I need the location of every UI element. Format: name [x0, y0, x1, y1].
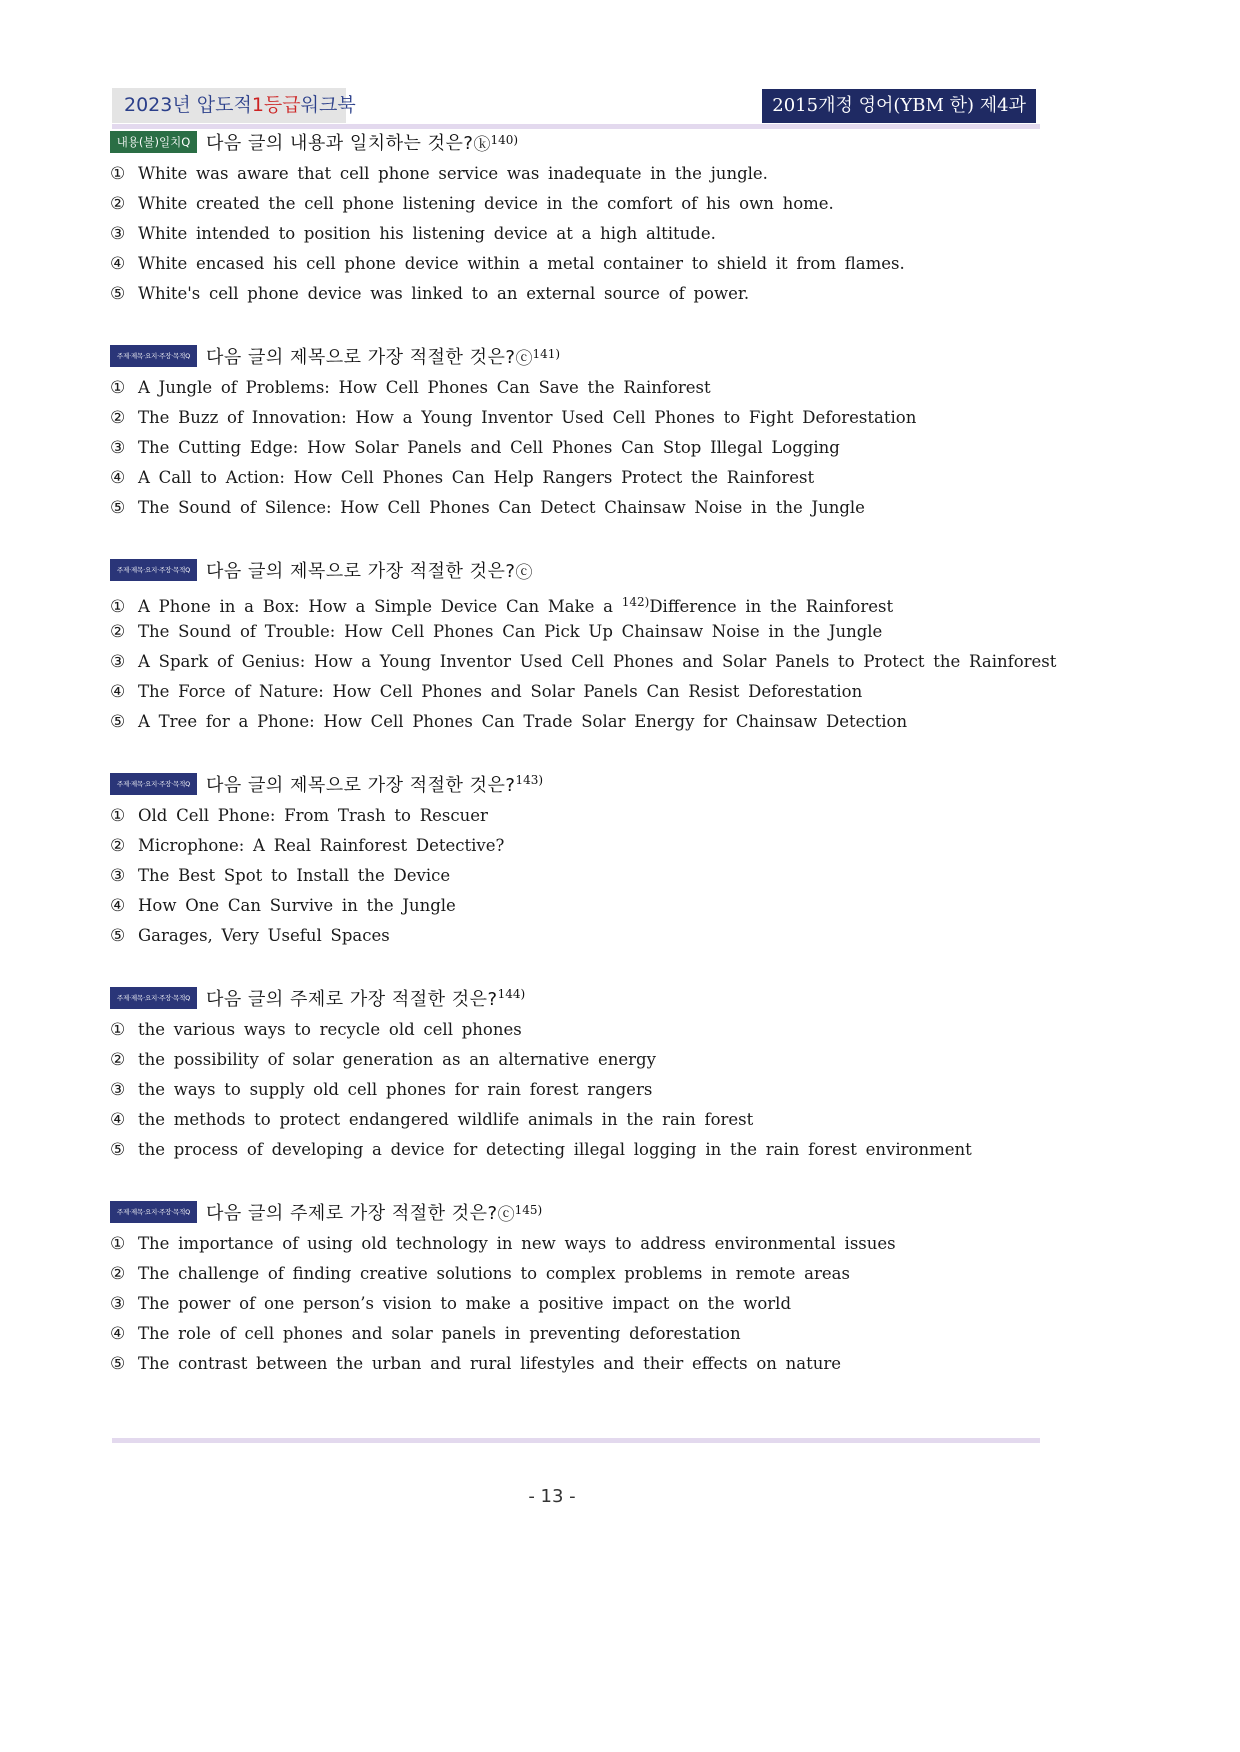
answer-option	[110, 677, 1060, 707]
question-prompt: 다음 글의 제목으로 가장 적절한 것은?	[206, 775, 516, 796]
option-number: ①	[110, 1234, 126, 1254]
question-prompt: 다음 글의 내용과 일치하는 것은?	[206, 133, 474, 154]
answer-option	[110, 707, 1060, 737]
option-text: The challenge of finding creative solutions to complex problems in remote areas	[138, 1264, 850, 1283]
question-mark	[515, 558, 532, 583]
answer-option	[110, 587, 1060, 617]
option-number: ③	[110, 652, 126, 672]
option-text: the methods to protect endangered wildlife animals in the rain forest	[138, 1110, 754, 1129]
question-mark	[515, 344, 560, 369]
answer-option	[110, 861, 1060, 891]
question-block	[110, 554, 1060, 737]
option-text: White encased his cell phone device within a metal container to shield it from flames.	[138, 254, 905, 273]
answer-option	[110, 373, 1060, 403]
answer-option	[110, 801, 1060, 831]
question-type-mark: ⓒ	[515, 348, 533, 369]
option-text: White created the cell phone listening device in the comfort of his own home.	[138, 194, 834, 213]
option-number: ②	[110, 1050, 126, 1070]
option-text: the various ways to recycle old cell phones	[138, 1020, 522, 1039]
question-prompt: 다음 글의 주제로 가장 적절한 것은?	[206, 989, 498, 1010]
option-text: White intended to position his listening device at a high altitude.	[138, 224, 716, 243]
question-block	[110, 1196, 1060, 1379]
option-text: The Sound of Trouble: How Cell Phones Can Pick Up Chainsaw Noise in the Jungle	[138, 622, 883, 641]
question-prompt: 다음 글의 제목으로 가장 적절한 것은?	[206, 561, 516, 582]
option-text: Microphone: A Real Rainforest Detective?	[138, 836, 505, 855]
option-number: ①	[110, 597, 126, 617]
option-number: ③	[110, 1294, 126, 1314]
option-number: ①	[110, 164, 126, 184]
option-text: The Force of Nature: How Cell Phones and Solar Panels Can Resist Deforestation	[138, 682, 863, 701]
option-number: ①	[110, 378, 126, 398]
question-type-badge: 내용(불)일치Q	[110, 131, 197, 153]
answer-option	[110, 921, 1060, 951]
answer-option	[110, 1015, 1060, 1045]
option-text: the possibility of solar generation as an alternative energy	[138, 1050, 656, 1069]
answer-option	[110, 1135, 1060, 1165]
workbook-title-accent: 1등급	[251, 94, 301, 116]
answer-option	[110, 463, 1060, 493]
option-text: Garages, Very Useful Spaces	[138, 926, 390, 945]
question-type-mark: ⓒ	[515, 562, 533, 583]
question-type-badge: 주제·제목·요지·주장·목적Q	[110, 345, 197, 367]
option-text-continued: Difference in the Rainforest	[649, 597, 894, 616]
option-text: The importance of using old technology in new ways to address environmental issues	[138, 1234, 896, 1253]
option-number: ③	[110, 224, 126, 244]
answer-options	[110, 373, 1060, 523]
answer-option	[110, 159, 1060, 189]
question-block	[110, 768, 1060, 951]
option-text: The Best Spot to Install the Device	[138, 866, 451, 885]
option-number: ①	[110, 1020, 126, 1040]
option-number: ④	[110, 682, 126, 702]
answer-option	[110, 493, 1060, 523]
question-type-mark: ⓚ	[473, 134, 491, 155]
question-header	[110, 126, 1060, 158]
option-text: The contrast between the urban and rural lifestyles and their effects on nature	[138, 1354, 842, 1373]
answer-option	[110, 403, 1060, 433]
question-type-badge: 주제·제목·요지·주장·목적Q	[110, 559, 197, 581]
footnote-number: 145)	[514, 1202, 543, 1217]
footnote-number: 143)	[515, 773, 544, 787]
option-text: The Sound of Silence: How Cell Phones Can Detect Chainsaw Noise in the Jungle	[138, 498, 865, 517]
footer-divider	[112, 1438, 1040, 1443]
option-number: ③	[110, 866, 126, 886]
question-header	[110, 982, 1060, 1014]
question-block	[110, 982, 1060, 1165]
option-text: The role of cell phones and solar panels in preventing deforestation	[138, 1324, 741, 1343]
option-text: White's cell phone device was linked to an external source of power.	[138, 284, 750, 303]
option-text: A Tree for a Phone: How Cell Phones Can Trade Solar Energy for Chainsaw Detection	[138, 712, 908, 731]
answer-options	[110, 159, 1060, 309]
option-text: The power of one person’s vision to make a positive impact on the world	[138, 1294, 792, 1313]
question-block	[110, 340, 1060, 523]
option-text: How One Can Survive in the Jungle	[138, 896, 456, 915]
answer-option	[110, 617, 1060, 647]
answer-options	[110, 1229, 1060, 1379]
course-label: 2015개정 영어(YBM 한) 제4과	[762, 89, 1036, 123]
option-text: White was aware that cell phone service was inadequate in the jungle.	[138, 164, 768, 183]
option-text: The Cutting Edge: How Solar Panels and Cell Phones Can Stop Illegal Logging	[138, 438, 840, 457]
option-number: ④	[110, 896, 126, 916]
question-type-badge: 주제·제목·요지·주장·목적Q	[110, 987, 197, 1009]
answer-options	[110, 801, 1060, 951]
answer-option	[110, 219, 1060, 249]
answer-option	[110, 1259, 1060, 1289]
answer-option	[110, 1075, 1060, 1105]
footnote-number: 142)	[621, 595, 650, 609]
option-text: A Jungle of Problems: How Cell Phones Can Save the Rainforest	[138, 378, 711, 397]
option-text: A Phone in a Box: How a Simple Device Can Make a	[138, 597, 622, 616]
option-text: A Call to Action: How Cell Phones Can Help Rangers Protect the Rainforest	[138, 468, 815, 487]
option-number: ②	[110, 836, 126, 856]
question-mark	[498, 1200, 543, 1225]
option-number: ⑤	[110, 498, 126, 518]
question-prompt: 다음 글의 제목으로 가장 적절한 것은?	[206, 347, 516, 368]
question-type-mark: ⓒ	[497, 1204, 515, 1225]
question-header	[110, 340, 1060, 372]
option-number: ③	[110, 438, 126, 458]
option-number: ④	[110, 1110, 126, 1130]
option-text: A Spark of Genius: How a Young Inventor Used Cell Phones and Solar Panels to Protect the Rainforest	[138, 652, 1057, 671]
workbook-title-prefix: 2023년 압도적	[124, 94, 252, 116]
option-number: ②	[110, 622, 126, 642]
option-number: ⑤	[110, 926, 126, 946]
answer-option	[110, 891, 1060, 921]
option-number: ④	[110, 254, 126, 274]
footnote-number: 144)	[497, 987, 526, 1001]
option-number: ④	[110, 1324, 126, 1344]
answer-option	[110, 647, 1060, 677]
answer-option	[110, 433, 1060, 463]
question-prompt: 다음 글의 주제로 가장 적절한 것은?	[206, 1203, 498, 1224]
question-type-badge: 주제·제목·요지·주장·목적Q	[110, 773, 197, 795]
answer-option	[110, 1349, 1060, 1379]
option-text: The Buzz of Innovation: How a Young Inventor Used Cell Phones to Fight Deforestation	[138, 408, 917, 427]
answer-options	[110, 587, 1060, 737]
question-header	[110, 554, 1060, 586]
answer-option	[110, 1045, 1060, 1075]
option-number: ⑤	[110, 284, 126, 304]
answer-option	[110, 189, 1060, 219]
workbook-title-suffix: 워크북	[300, 94, 356, 116]
option-text: the ways to supply old cell phones for rain forest rangers	[138, 1080, 653, 1099]
option-text: the process of developing a device for detecting illegal logging in the rain forest environment	[138, 1140, 972, 1159]
option-number: ②	[110, 1264, 126, 1284]
option-number: ⑤	[110, 712, 126, 732]
answer-option	[110, 1319, 1060, 1349]
page-number: - 13 -	[528, 1486, 576, 1507]
answer-option	[110, 279, 1060, 309]
answer-option	[110, 1289, 1060, 1319]
option-number: ⑤	[110, 1140, 126, 1160]
option-number: ②	[110, 194, 126, 214]
question-mark	[473, 130, 518, 155]
option-number: ①	[110, 806, 126, 826]
footnote-number: 141)	[532, 346, 561, 361]
question-header	[110, 768, 1060, 800]
answer-option	[110, 831, 1060, 861]
answer-options	[110, 1015, 1060, 1165]
option-number: ②	[110, 408, 126, 428]
option-text: Old Cell Phone: From Trash to Rescuer	[138, 806, 488, 825]
question-type-badge: 주제·제목·요지·주장·목적Q	[110, 1201, 197, 1223]
question-mark	[498, 987, 526, 1009]
question-block	[110, 126, 1060, 309]
workbook-title	[112, 88, 356, 123]
answer-option	[110, 1229, 1060, 1259]
option-number: ④	[110, 468, 126, 488]
answer-option	[110, 249, 1060, 279]
footnote-number: 140)	[490, 132, 519, 147]
option-number: ⑤	[110, 1354, 126, 1374]
question-header	[110, 1196, 1060, 1228]
option-number: ③	[110, 1080, 126, 1100]
answer-option	[110, 1105, 1060, 1135]
question-mark	[515, 773, 543, 795]
